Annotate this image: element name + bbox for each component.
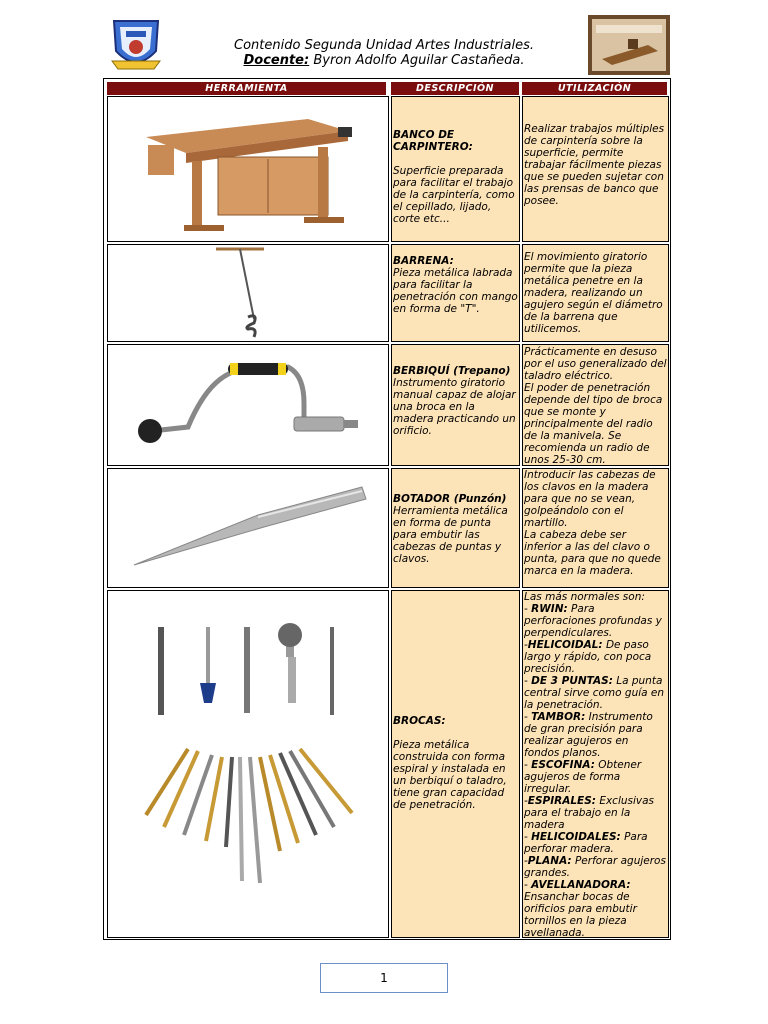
- bit-name: HELICOIDAL:: [527, 639, 603, 651]
- use-cell: [522, 590, 669, 938]
- tool-use: La cabeza debe ser inferior a las del clavo o punta, para que no quede marca en la madera.: [524, 529, 661, 577]
- bit-item: - AVELLANADORA: Ensanchar bocas de orificios para embutir tornillos en la pieza avellanada.: [524, 879, 637, 938]
- description-cell: [391, 590, 520, 938]
- header-teacher: [160, 53, 608, 69]
- tool-name: BERBIQUÍ (Trepano): [393, 365, 511, 377]
- tool-name: BARRENA:: [393, 255, 454, 267]
- bit-item: - RWIN: Para perforaciones profundas y perpendiculares.: [524, 603, 662, 639]
- bit-text: Exclusivas para el trabajo en la madera: [524, 795, 655, 831]
- bit-item: - DE 3 PUNTAS: La punta central sirve como guía en la penetración.: [524, 675, 665, 711]
- tool-use: El poder de penetración depende del tipo de broca que se monte y principalmente del radio de la manivela. Se recomienda un radio de unos 25-30 cm.: [524, 382, 663, 466]
- bit-text: Para perforar madera.: [524, 831, 648, 855]
- bit-item: - HELICOIDALES: Para perforar madera.: [524, 831, 648, 855]
- tool-description: Pieza metálica construida con forma espiral y instalada en un berbiquí o taladro, tiene gran capacidad de penetración.: [393, 739, 507, 811]
- tool-name: BROCAS:: [393, 715, 446, 727]
- bit-name: ESPIRALES:: [527, 795, 596, 807]
- tool-description: Herramienta metálica en forma de punta para embutir las cabezas de puntas y clavos.: [393, 505, 508, 565]
- use-cell: [522, 96, 669, 242]
- workbench-image: [107, 96, 389, 242]
- header-title: Contenido Segunda Unidad Artes Industriales.: [234, 38, 534, 53]
- tool-use: El movimiento giratorio permite que la pieza metálica penetre en la madera, realizando un agujero según el diámetro de la barrena que utilicemos.: [524, 251, 663, 335]
- bit-name: AVELLANADORA:: [531, 879, 631, 891]
- bit-name: TAMBOR:: [531, 711, 586, 723]
- bit-item: - TAMBOR: Instrumento de gran precisión para realizar agujeros en fondos planos.: [524, 711, 653, 759]
- bit-text: De paso largo y rápido, con poca precisión.: [524, 639, 652, 675]
- bit-item: -ESPIRALES: Exclusivas para el trabajo en la madera: [524, 795, 655, 831]
- bit-name: ESCOFINA:: [531, 759, 595, 771]
- tool-description: Instrumento giratorio manual capaz de alojar una broca en la madera practicando un orificio.: [393, 377, 516, 437]
- drill-bits-image: [107, 590, 389, 938]
- tool-description: Superficie preparada para facilitar el trabajo de la carpintería, como el cepillado, lijado, corte etc...: [393, 165, 515, 225]
- tool-name: BOTADOR (Punzón): [393, 493, 507, 505]
- tool-use: Prácticamente en desuso por el uso generalizado del taladro eléctrico.: [524, 346, 667, 382]
- description-cell: [391, 468, 520, 588]
- teacher-label: Docente:: [243, 53, 310, 68]
- brace-drill-image: [107, 344, 389, 466]
- auger-image: [107, 244, 389, 342]
- bit-item: -PLANA: Perforar agujeros grandes.: [524, 855, 666, 879]
- description-cell: [391, 96, 520, 242]
- bit-item: - ESCOFINA: Obtener agujeros de forma irregular.: [524, 759, 642, 795]
- column-header-tool: HERRAMIENTA: [107, 82, 386, 95]
- bit-name: HELICOIDALES:: [531, 831, 621, 843]
- use-cell: [522, 468, 669, 588]
- bit-text: Obtener agujeros de forma irregular.: [524, 759, 642, 795]
- tools-table: [103, 78, 671, 940]
- bits-intro: Las más normales son:: [524, 591, 645, 603]
- tool-use: Introducir las cabezas de los clavos en la madera para que no se vean, golpeándolo con el martillo.: [524, 469, 656, 529]
- use-cell: [522, 344, 669, 466]
- tool-use: Realizar trabajos múltiples de carpintería sobre la superficie, permite trabajar fácilmente piezas que se pueden sujetar con las prensas de banco que posee.: [524, 123, 665, 207]
- school-crest-logo: [108, 15, 164, 75]
- bit-text: Para perforaciones profundas y perpendiculares.: [524, 603, 662, 639]
- column-header-use: UTILIZACIÓN: [522, 82, 667, 95]
- teacher-name: Byron Adolfo Aguilar Castañeda.: [313, 53, 525, 68]
- bit-text: Ensanchar bocas de orificios para embutir tornillos en la pieza avellanada.: [524, 891, 637, 938]
- bit-name: PLANA:: [527, 855, 572, 867]
- column-header-description: DESCRIPCIÓN: [391, 82, 519, 95]
- nail-punch-image: [107, 468, 389, 588]
- use-cell: [522, 244, 669, 342]
- description-cell: [391, 244, 520, 342]
- bit-name: RWIN:: [531, 603, 568, 615]
- bit-item: -HELICOIDAL: De paso largo y rápido, con poca precisión.: [524, 639, 652, 675]
- bit-text: Instrumento de gran precisión para realizar agujeros en fondos planos.: [524, 711, 653, 759]
- tool-name: BANCO DE CARPINTERO:: [393, 129, 473, 153]
- description-cell: [391, 344, 520, 466]
- bit-name: DE 3 PUNTAS:: [531, 675, 613, 687]
- bit-text: Perforar agujeros grandes.: [524, 855, 666, 879]
- tool-description: Pieza metálica labrada para facilitar la penetración con mango en forma de "T".: [393, 267, 518, 315]
- page-number: 1: [320, 963, 448, 993]
- bit-text: La punta central sirve como guía en la penetración.: [524, 675, 665, 711]
